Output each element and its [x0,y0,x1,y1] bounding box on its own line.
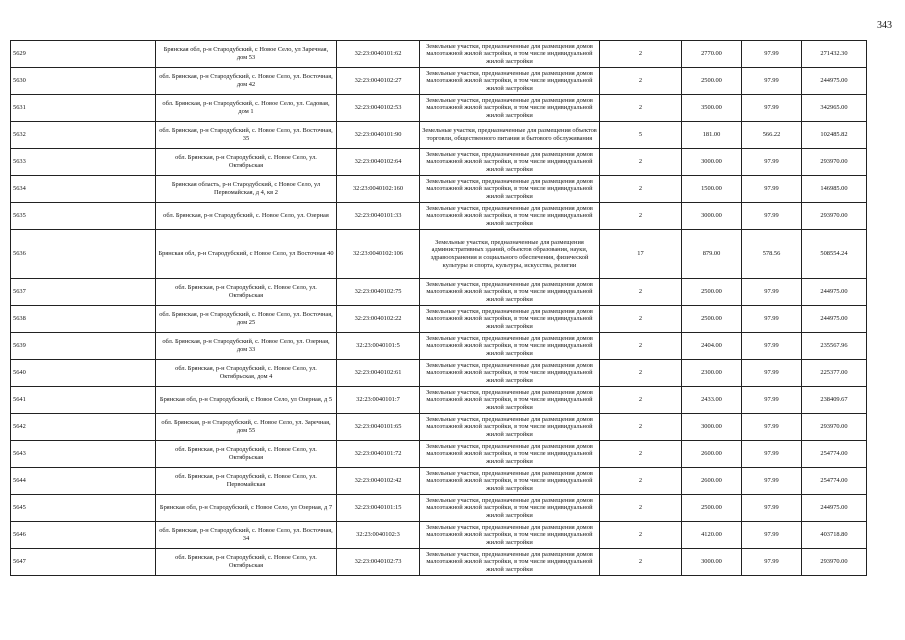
cadastral-number-cell: 32:23:0040101:7 [337,387,420,414]
specific-value-cell: 97.99 [742,41,802,68]
cadastral-number-cell: 32:23:0040101:15 [337,495,420,522]
cadastral-number-cell: 32:23:0040102:61 [337,360,420,387]
specific-value-cell: 97.99 [742,549,802,576]
use-group-cell: 2 [600,279,682,306]
table-row [11,149,867,176]
cadastral-value-cell: 293970.00 [802,149,867,176]
address-cell: обл. Брянская, р-н Стародубский, с. Новое Село, ул. Восточная, 35 [156,122,337,149]
cadastral-number-cell: 32:23:0040101:90 [337,122,420,149]
use-group-cell: 2 [600,495,682,522]
cadastral-value-cell: 235567.96 [802,333,867,360]
use-group-cell: 2 [600,203,682,230]
use-group-cell: 2 [600,306,682,333]
row-number-cell: 5633 [11,149,156,176]
specific-value-cell: 97.99 [742,414,802,441]
table-row [11,549,867,576]
specific-value-cell: 97.99 [742,387,802,414]
specific-value-cell: 97.99 [742,522,802,549]
address-cell: Брянская обл, р-н Стародубский, с Новое Село, ул Восточная 40 [156,230,337,279]
area-cell: 2500.00 [682,306,742,333]
table-row [11,306,867,333]
area-cell: 3000.00 [682,414,742,441]
cadastral-value-cell: 293970.00 [802,414,867,441]
row-number-cell: 5644 [11,468,156,495]
table-row [11,333,867,360]
area-cell: 2500.00 [682,68,742,95]
area-cell: 2500.00 [682,279,742,306]
cadastral-number-cell: 32:23:0040102:42 [337,468,420,495]
use-group-cell: 2 [600,95,682,122]
specific-value-cell: 97.99 [742,306,802,333]
address-cell: обл. Брянская, р-н Стародубский, с. Новое Село, ул. Октябрьская [156,279,337,306]
cadastral-value-cell: 342965.00 [802,95,867,122]
permitted-use-cell: Земельные участки, предназначенные для размещения домов малоэтажной жилой застройки, в том числе индивидуальной жилой застройки [420,360,600,387]
address-cell: обл. Брянская, р-н Стародубский, с. Новое Село, ул. Садовая, дом 1 [156,95,337,122]
cadastral-value-cell: 293970.00 [802,549,867,576]
table-row [11,68,867,95]
cadastral-value-cell: 244975.00 [802,68,867,95]
permitted-use-cell: Земельные участки, предназначенные для размещения домов малоэтажной жилой застройки, в том числе индивидуальной жилой застройки [420,68,600,95]
address-cell: обл. Брянская, р-н Стародубский, с. Новое Село, ул. Октябрьская, дом 4 [156,360,337,387]
specific-value-cell: 97.99 [742,279,802,306]
cadastral-number-cell: 32:23:0040101:5 [337,333,420,360]
address-cell: обл. Брянская, р-н Стародубский, с. Новое Село, ул. Восточная, 34 [156,522,337,549]
row-number-cell: 5645 [11,495,156,522]
address-cell: Брянская область, р-н Стародубский, с Новое Село, ул Первомайская, д 4, кв 2 [156,176,337,203]
use-group-cell: 2 [600,441,682,468]
table-row [11,230,867,279]
area-cell: 3000.00 [682,149,742,176]
area-cell: 3500.00 [682,95,742,122]
cadastral-value-cell: 403718.80 [802,522,867,549]
permitted-use-cell: Земельные участки, предназначенные для размещения домов малоэтажной жилой застройки, в том числе индивидуальной жилой застройки [420,279,600,306]
cadastral-number-cell: 32:23:0040102:64 [337,149,420,176]
specific-value-cell: 97.99 [742,176,802,203]
cadastral-number-cell: 32:23:0040102:106 [337,230,420,279]
area-cell: 2433.00 [682,387,742,414]
permitted-use-cell: Земельные участки, предназначенные для размещения домов малоэтажной жилой застройки, в том числе индивидуальной жилой застройки [420,468,600,495]
area-cell: 3000.00 [682,549,742,576]
row-number-cell: 5642 [11,414,156,441]
table-row [11,387,867,414]
row-number-cell: 5629 [11,41,156,68]
area-cell: 2500.00 [682,495,742,522]
permitted-use-cell: Земельные участки, предназначенные для размещения домов малоэтажной жилой застройки, в том числе индивидуальной жилой застройки [420,549,600,576]
row-number-cell: 5637 [11,279,156,306]
row-number-cell: 5634 [11,176,156,203]
permitted-use-cell: Земельные участки, предназначенные для размещения домов малоэтажной жилой застройки, в том числе индивидуальной жилой застройки [420,149,600,176]
cadastral-number-cell: 32:23:0040102:160 [337,176,420,203]
permitted-use-cell: Земельные участки, предназначенные для размещения домов малоэтажной жилой застройки, в том числе индивидуальной жилой застройки [420,333,600,360]
area-cell: 2300.00 [682,360,742,387]
address-cell: обл. Брянская, р-н Стародубский, с. Новое Село, ул. Первомайская [156,468,337,495]
table-body [11,41,867,576]
address-cell: Брянская обл, р-н Стародубский, с Новое Село, ул Озерная, д 7 [156,495,337,522]
table-row [11,360,867,387]
table-row [11,122,867,149]
use-group-cell: 2 [600,333,682,360]
address-cell: Брянская обл, р-н Стародубский, с Новое Село, ул Заречная, дом 53 [156,41,337,68]
area-cell: 879.00 [682,230,742,279]
land-plots-table [10,40,867,576]
specific-value-cell: 97.99 [742,495,802,522]
specific-value-cell: 97.99 [742,468,802,495]
cadastral-value-cell: 225377.00 [802,360,867,387]
row-number-cell: 5639 [11,333,156,360]
specific-value-cell: 97.99 [742,203,802,230]
cadastral-value-cell: 146985.00 [802,176,867,203]
cadastral-value-cell: 508554.24 [802,230,867,279]
table-row [11,441,867,468]
use-group-cell: 2 [600,68,682,95]
cadastral-value-cell: 102485.82 [802,122,867,149]
cadastral-number-cell: 32:23:0040102:73 [337,549,420,576]
address-cell: обл. Брянская, р-н Стародубский, с. Новое Село, ул. Октябрьская [156,441,337,468]
area-cell: 2404.00 [682,333,742,360]
page-number: 343 [877,20,892,31]
area-cell: 181.00 [682,122,742,149]
specific-value-cell: 97.99 [742,149,802,176]
row-number-cell: 5640 [11,360,156,387]
specific-value-cell: 97.99 [742,95,802,122]
cadastral-number-cell: 32:23:0040101:72 [337,441,420,468]
permitted-use-cell: Земельные участки, предназначенные для размещения домов малоэтажной жилой застройки, в том числе индивидуальной жилой застройки [420,414,600,441]
table-row [11,279,867,306]
cadastral-value-cell: 244975.00 [802,306,867,333]
area-cell: 2600.00 [682,441,742,468]
use-group-cell: 2 [600,522,682,549]
permitted-use-cell: Земельные участки, предназначенные для размещения домов малоэтажной жилой застройки, в том числе индивидуальной жилой застройки [420,306,600,333]
table-row [11,41,867,68]
area-cell: 2600.00 [682,468,742,495]
specific-value-cell: 97.99 [742,441,802,468]
address-cell: обл. Брянская, р-н Стародубский, с. Новое Село, ул. Восточная, дом 25 [156,306,337,333]
use-group-cell: 2 [600,41,682,68]
row-number-cell: 5630 [11,68,156,95]
address-cell: обл. Брянская, р-н Стародубский, с. Новое Село, ул. Озерная, дом 33 [156,333,337,360]
use-group-cell: 17 [600,230,682,279]
permitted-use-cell: Земельные участки, предназначенные для размещения домов малоэтажной жилой застройки, в том числе индивидуальной жилой застройки [420,41,600,68]
specific-value-cell: 97.99 [742,68,802,95]
specific-value-cell: 566.22 [742,122,802,149]
use-group-cell: 2 [600,468,682,495]
specific-value-cell: 97.99 [742,333,802,360]
table-row [11,95,867,122]
permitted-use-cell: Земельные участки, предназначенные для размещения домов малоэтажной жилой застройки, в том числе индивидуальной жилой застройки [420,522,600,549]
address-cell: обл. Брянская, р-н Стародубский, с. Новое Село, ул. Восточная, дом 42 [156,68,337,95]
cadastral-number-cell: 32:23:0040102:53 [337,95,420,122]
row-number-cell: 5635 [11,203,156,230]
cadastral-value-cell: 293970.00 [802,203,867,230]
permitted-use-cell: Земельные участки, предназначенные для размещения административных зданий, объектов образования, науки, здравоохранения и социального обеспечения, физической культуры и спорта, культуры, искусства, религии [420,230,600,279]
use-group-cell: 2 [600,149,682,176]
row-number-cell: 5646 [11,522,156,549]
cadastral-number-cell: 32:23:0040101:33 [337,203,420,230]
table-row [11,176,867,203]
cadastral-value-cell: 244975.00 [802,495,867,522]
cadastral-number-cell: 32:23:0040102:75 [337,279,420,306]
table-row [11,468,867,495]
cadastral-value-cell: 244975.00 [802,279,867,306]
table-row [11,414,867,441]
table-row [11,495,867,522]
cadastral-value-cell: 238409.67 [802,387,867,414]
row-number-cell: 5638 [11,306,156,333]
address-cell: обл. Брянская, р-н Стародубский, с. Новое Село, ул. Озерная [156,203,337,230]
cadastral-number-cell: 32:23:0040101:65 [337,414,420,441]
area-cell: 3000.00 [682,203,742,230]
permitted-use-cell: Земельные участки, предназначенные для размещения домов малоэтажной жилой застройки, в том числе индивидуальной жилой застройки [420,387,600,414]
use-group-cell: 2 [600,176,682,203]
row-number-cell: 5632 [11,122,156,149]
permitted-use-cell: Земельные участки, предназначенные для размещения домов малоэтажной жилой застройки, в том числе индивидуальной жилой застройки [420,95,600,122]
permitted-use-cell: Земельные участки, предназначенные для размещения домов малоэтажной жилой застройки, в том числе индивидуальной жилой застройки [420,203,600,230]
row-number-cell: 5631 [11,95,156,122]
permitted-use-cell: Земельные участки, предназначенные для размещения домов малоэтажной жилой застройки, в том числе индивидуальной жилой застройки [420,176,600,203]
specific-value-cell: 578.56 [742,230,802,279]
address-cell: обл. Брянская, р-н Стародубский, с. Новое Село, ул. Октябрьская [156,149,337,176]
cadastral-number-cell: 32:23:0040102:27 [337,68,420,95]
row-number-cell: 5647 [11,549,156,576]
table-row [11,522,867,549]
address-cell: обл. Брянская, р-н Стародубский, с. Новое Село, ул. Заречная, дом 55 [156,414,337,441]
cadastral-value-cell: 254774.00 [802,441,867,468]
cadastral-value-cell: 271432.30 [802,41,867,68]
use-group-cell: 2 [600,549,682,576]
permitted-use-cell: Земельные участки, предназначенные для размещения домов малоэтажной жилой застройки, в том числе индивидуальной жилой застройки [420,495,600,522]
row-number-cell: 5641 [11,387,156,414]
area-cell: 2770.00 [682,41,742,68]
use-group-cell: 5 [600,122,682,149]
cadastral-number-cell: 32:23:0040101:62 [337,41,420,68]
address-cell: обл. Брянская, р-н Стародубский, с. Новое Село, ул. Октябрьская [156,549,337,576]
use-group-cell: 2 [600,387,682,414]
area-cell: 1500.00 [682,176,742,203]
use-group-cell: 2 [600,360,682,387]
row-number-cell: 5643 [11,441,156,468]
specific-value-cell: 97.99 [742,360,802,387]
permitted-use-cell: Земельные участки, предназначенные для размещения домов малоэтажной жилой застройки, в том числе индивидуальной жилой застройки [420,441,600,468]
cadastral-number-cell: 32:23:0040102:3 [337,522,420,549]
cadastral-number-cell: 32:23:0040102:22 [337,306,420,333]
use-group-cell: 2 [600,414,682,441]
permitted-use-cell: Земельные участки, предназначенные для размещения объектов торговли, общественного питания и бытового обслуживания [420,122,600,149]
address-cell: Брянская обл, р-н Стародубский, с Новое Село, ул Озерная, д 5 [156,387,337,414]
area-cell: 4120.00 [682,522,742,549]
table-row [11,203,867,230]
cadastral-value-cell: 254774.00 [802,468,867,495]
row-number-cell: 5636 [11,230,156,279]
